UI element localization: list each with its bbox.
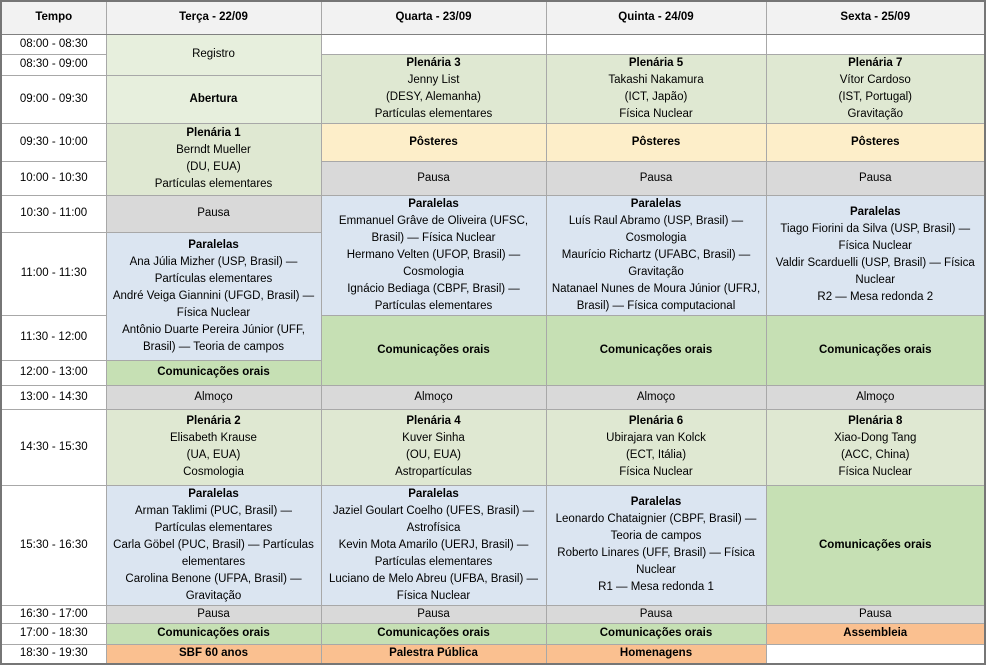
time-cell: 14:30 - 15:30 <box>1 409 106 485</box>
day-header-terca: Terça - 22/09 <box>106 1 321 34</box>
cell-sexta-pausa-tarde: Pausa <box>766 605 985 623</box>
plenaria-speaker: Takashi Nakamura <box>608 73 704 86</box>
plenaria-affiliation: (DESY, Alemanha) <box>385 90 482 103</box>
cell-terca-pausa-manha: Pausa <box>106 195 321 232</box>
time-cell: 09:00 - 09:30 <box>1 76 106 123</box>
plenaria-topic: Física Nuclear <box>619 107 693 120</box>
cell-sexta-comunicacoes-tarde: Comunicações orais <box>766 485 985 605</box>
cell-quarta-pausa-tarde: Pausa <box>321 605 546 623</box>
row-1530 <box>1 485 985 605</box>
plenaria-affiliation: (OU, EUA) <box>406 449 461 461</box>
paralelas-item: Luciano de Melo Abreu (UFBA, Brasil) — Física Nuclear <box>328 572 538 602</box>
paralelas-item: Arman Taklimi (PUC, Brasil) — Partículas elementares <box>135 504 292 534</box>
paralelas-item: Kevin Mota Amarilo (UERJ, Brasil) — Partículas elementares <box>338 538 529 568</box>
plenaria-affiliation: (DU, EUA) <box>186 161 241 173</box>
cell-terca-registro: Registro <box>106 34 321 76</box>
paralelas-item: Carolina Benone (UFPA, Brasil) — Gravitação <box>125 572 302 602</box>
plenaria-title: Plenária 4 <box>406 415 461 427</box>
paralelas-item: Hermano Velten (UFOP, Brasil) — Cosmologia <box>346 248 521 278</box>
paralelas-item: Jaziel Goulart Coelho (UFES, Brasil) — Astrofísica <box>332 504 535 534</box>
cell-quinta-plenaria-6 <box>546 409 766 485</box>
time-cell: 09:30 - 10:00 <box>1 123 106 161</box>
plenaria-speaker: Xiao-Dong Tang <box>834 432 917 444</box>
paralelas-item: Antônio Duarte Pereira Júnior (UFF, Brasil) — Teoria de campos <box>122 323 305 353</box>
paralelas-item: Carla Göbel (PUC, Brasil) — Partículas elementares <box>113 538 314 568</box>
cell-terca-almoco: Almoço <box>106 385 321 409</box>
cell-terca-comunicacoes-meio-dia: Comunicações orais <box>106 360 321 385</box>
time-cell: 10:00 - 10:30 <box>1 161 106 195</box>
cell-terca-pausa-tarde: Pausa <box>106 605 321 623</box>
plenaria-title: Plenária 5 <box>628 56 684 69</box>
cell-quarta-plenaria-3 <box>321 54 546 123</box>
time-cell: 15:30 - 16:30 <box>1 485 106 605</box>
time-cell: 11:30 - 12:00 <box>1 315 106 360</box>
time-cell: 17:00 - 18:30 <box>1 623 106 644</box>
plenaria-speaker: Ubirajara van Kolck <box>606 432 706 444</box>
cell-quarta-pausa-manha: Pausa <box>321 161 546 195</box>
paralelas-item: André Veiga Giannini (UFGD, Brasil) — Física Nuclear <box>112 289 315 319</box>
cell-terca-plenaria-1 <box>106 123 321 195</box>
plenaria-affiliation: (UA, EUA) <box>186 449 241 461</box>
cell-quarta-paralelas-manha <box>321 195 546 315</box>
cell-terca-abertura: Abertura <box>106 76 321 123</box>
cell-quinta-homenagens: Homenagens <box>546 644 766 664</box>
plenaria-title: Plenária 3 <box>406 56 461 69</box>
plenaria-title: Plenária 1 <box>186 127 241 139</box>
plenaria-speaker: Jenny List <box>407 73 460 86</box>
cell-sexta-empty-early <box>766 34 985 54</box>
plenaria-title: Plenária 8 <box>848 415 903 427</box>
paralelas-title: Paralelas <box>188 238 239 251</box>
cell-quarta-almoco: Almoço <box>321 385 546 409</box>
cell-sexta-plenaria-7 <box>766 54 985 123</box>
time-cell: 11:00 - 11:30 <box>1 232 106 315</box>
time-cell: 10:30 - 11:00 <box>1 195 106 232</box>
plenaria-topic: Astropartículas <box>395 466 472 478</box>
cell-terca-sbf-60-anos: SBF 60 anos <box>106 644 321 664</box>
paralelas-title: Paralelas <box>849 206 901 218</box>
plenaria-title: Plenária 7 <box>848 56 903 69</box>
cell-terca-plenaria-2 <box>106 409 321 485</box>
plenaria-speaker: Kuver Sinha <box>402 432 465 444</box>
plenaria-speaker: Vítor Cardoso <box>839 73 911 86</box>
cell-sexta-plenaria-8 <box>766 409 985 485</box>
cell-quarta-paralelas-tarde <box>321 485 546 605</box>
paralelas-item: Tiago Fiorini da Silva (USP, Brasil) — Física Nuclear <box>780 223 971 252</box>
paralelas-item: Roberto Linares (UFF, Brasil) — Física Nuclear <box>557 547 755 576</box>
time-cell: 08:30 - 09:00 <box>1 54 106 76</box>
paralelas-item: Ignácio Bediaga (CBPF, Brasil) — Partículas elementares <box>347 282 520 312</box>
plenaria-topic: Partículas elementares <box>154 178 273 190</box>
cell-sexta-comunicacoes-manha: Comunicações orais <box>766 315 985 385</box>
time-cell: 18:30 - 19:30 <box>1 644 106 664</box>
paralelas-title: Paralelas <box>408 487 459 500</box>
paralelas-item: Valdir Scarduelli (USP, Brasil) — Física Nuclear <box>775 257 975 286</box>
cell-sexta-assembleia: Assembleia <box>766 623 985 644</box>
cell-quinta-posteres: Pôsteres <box>546 123 766 161</box>
cell-sexta-paralelas-manha <box>766 195 985 315</box>
cell-sexta-posteres: Pôsteres <box>766 123 985 161</box>
plenaria-speaker: Berndt Mueller <box>176 144 251 156</box>
paralelas-item: Emmanuel Grâve de Oliveira (UFSC, Brasil) — Física Nuclear <box>338 214 529 244</box>
paralelas-title: Paralelas <box>630 197 682 210</box>
cell-quarta-empty-early <box>321 34 546 54</box>
cell-quarta-palestra-publica: Palestra Pública <box>321 644 546 664</box>
time-cell: 12:00 - 13:00 <box>1 360 106 385</box>
cell-quarta-plenaria-4 <box>321 409 546 485</box>
row-0800 <box>1 34 985 54</box>
row-1700 <box>1 623 985 644</box>
row-1030 <box>1 195 985 232</box>
cell-terca-comunicacoes-tarde: Comunicações orais <box>106 623 321 644</box>
cell-sexta-empty-noite <box>766 644 985 664</box>
plenaria-affiliation: (ICT, Japão) <box>624 90 688 103</box>
cell-quinta-pausa-tarde: Pausa <box>546 605 766 623</box>
row-1830 <box>1 644 985 664</box>
cell-quinta-comunicacoes-manha: Comunicações orais <box>546 315 766 385</box>
time-header: Tempo <box>1 1 106 34</box>
row-1300 <box>1 385 985 409</box>
plenaria-affiliation: (IST, Portugal) <box>838 90 912 103</box>
day-header-quarta: Quarta - 23/09 <box>321 1 546 34</box>
day-header-quinta: Quinta - 24/09 <box>546 1 766 34</box>
paralelas-title: Paralelas <box>630 496 682 508</box>
plenaria-topic: Física Nuclear <box>619 466 693 478</box>
paralelas-item: Luís Raul Abramo (USP, Brasil) — Cosmologia <box>568 214 744 244</box>
cell-sexta-pausa-manha: Pausa <box>766 161 985 195</box>
plenaria-speaker: Elisabeth Krause <box>170 432 257 444</box>
row-1430 <box>1 409 985 485</box>
cell-quarta-comunicacoes-tarde: Comunicações orais <box>321 623 546 644</box>
cell-quinta-empty-early <box>546 34 766 54</box>
cell-quinta-plenaria-5 <box>546 54 766 123</box>
plenaria-topic: Partículas elementares <box>374 107 493 120</box>
cell-quinta-comunicacoes-tarde: Comunicações orais <box>546 623 766 644</box>
header-row <box>1 1 985 34</box>
plenaria-title: Plenária 2 <box>186 415 241 427</box>
plenaria-topic: Gravitação <box>847 107 904 120</box>
cell-quarta-comunicacoes-manha: Comunicações orais <box>321 315 546 385</box>
plenaria-topic: Física Nuclear <box>838 466 912 478</box>
cell-quinta-almoco: Almoço <box>546 385 766 409</box>
cell-quinta-pausa-manha: Pausa <box>546 161 766 195</box>
paralelas-item: Maurício Richartz (UFABC, Brasil) — Gravitação <box>561 248 751 278</box>
plenaria-topic: Cosmologia <box>183 466 244 478</box>
row-1630 <box>1 605 985 623</box>
cell-quarta-posteres: Pôsteres <box>321 123 546 161</box>
cell-terca-paralelas-tarde <box>106 485 321 605</box>
cell-quinta-paralelas-manha <box>546 195 766 315</box>
plenaria-affiliation: (ACC, China) <box>841 449 910 461</box>
paralelas-item: Leonardo Chataignier (CBPF, Brasil) — Teoria de campos <box>555 513 757 542</box>
paralelas-item: Natanael Nunes de Moura Júnior (UFRJ, Brasil) — Física computacional <box>551 282 761 312</box>
cell-sexta-almoco: Almoço <box>766 385 985 409</box>
time-cell: 08:00 - 08:30 <box>1 34 106 54</box>
row-0930 <box>1 123 985 161</box>
plenaria-affiliation: (ECT, Itália) <box>625 449 687 461</box>
paralelas-item: Ana Júlia Mizher (USP, Brasil) — Partículas elementares <box>129 255 298 285</box>
time-cell: 16:30 - 17:00 <box>1 605 106 623</box>
plenaria-title: Plenária 6 <box>628 415 684 427</box>
paralelas-item: R1 — Mesa redonda 1 <box>598 581 714 593</box>
cell-terca-paralelas-manha <box>106 232 321 360</box>
paralelas-title: Paralelas <box>188 487 239 500</box>
paralelas-item: R2 — Mesa redonda 2 <box>817 291 934 303</box>
paralelas-title: Paralelas <box>408 197 459 210</box>
cell-quinta-paralelas-tarde <box>546 485 766 605</box>
day-header-sexta: Sexta - 25/09 <box>766 1 985 34</box>
time-cell: 13:00 - 14:30 <box>1 385 106 409</box>
